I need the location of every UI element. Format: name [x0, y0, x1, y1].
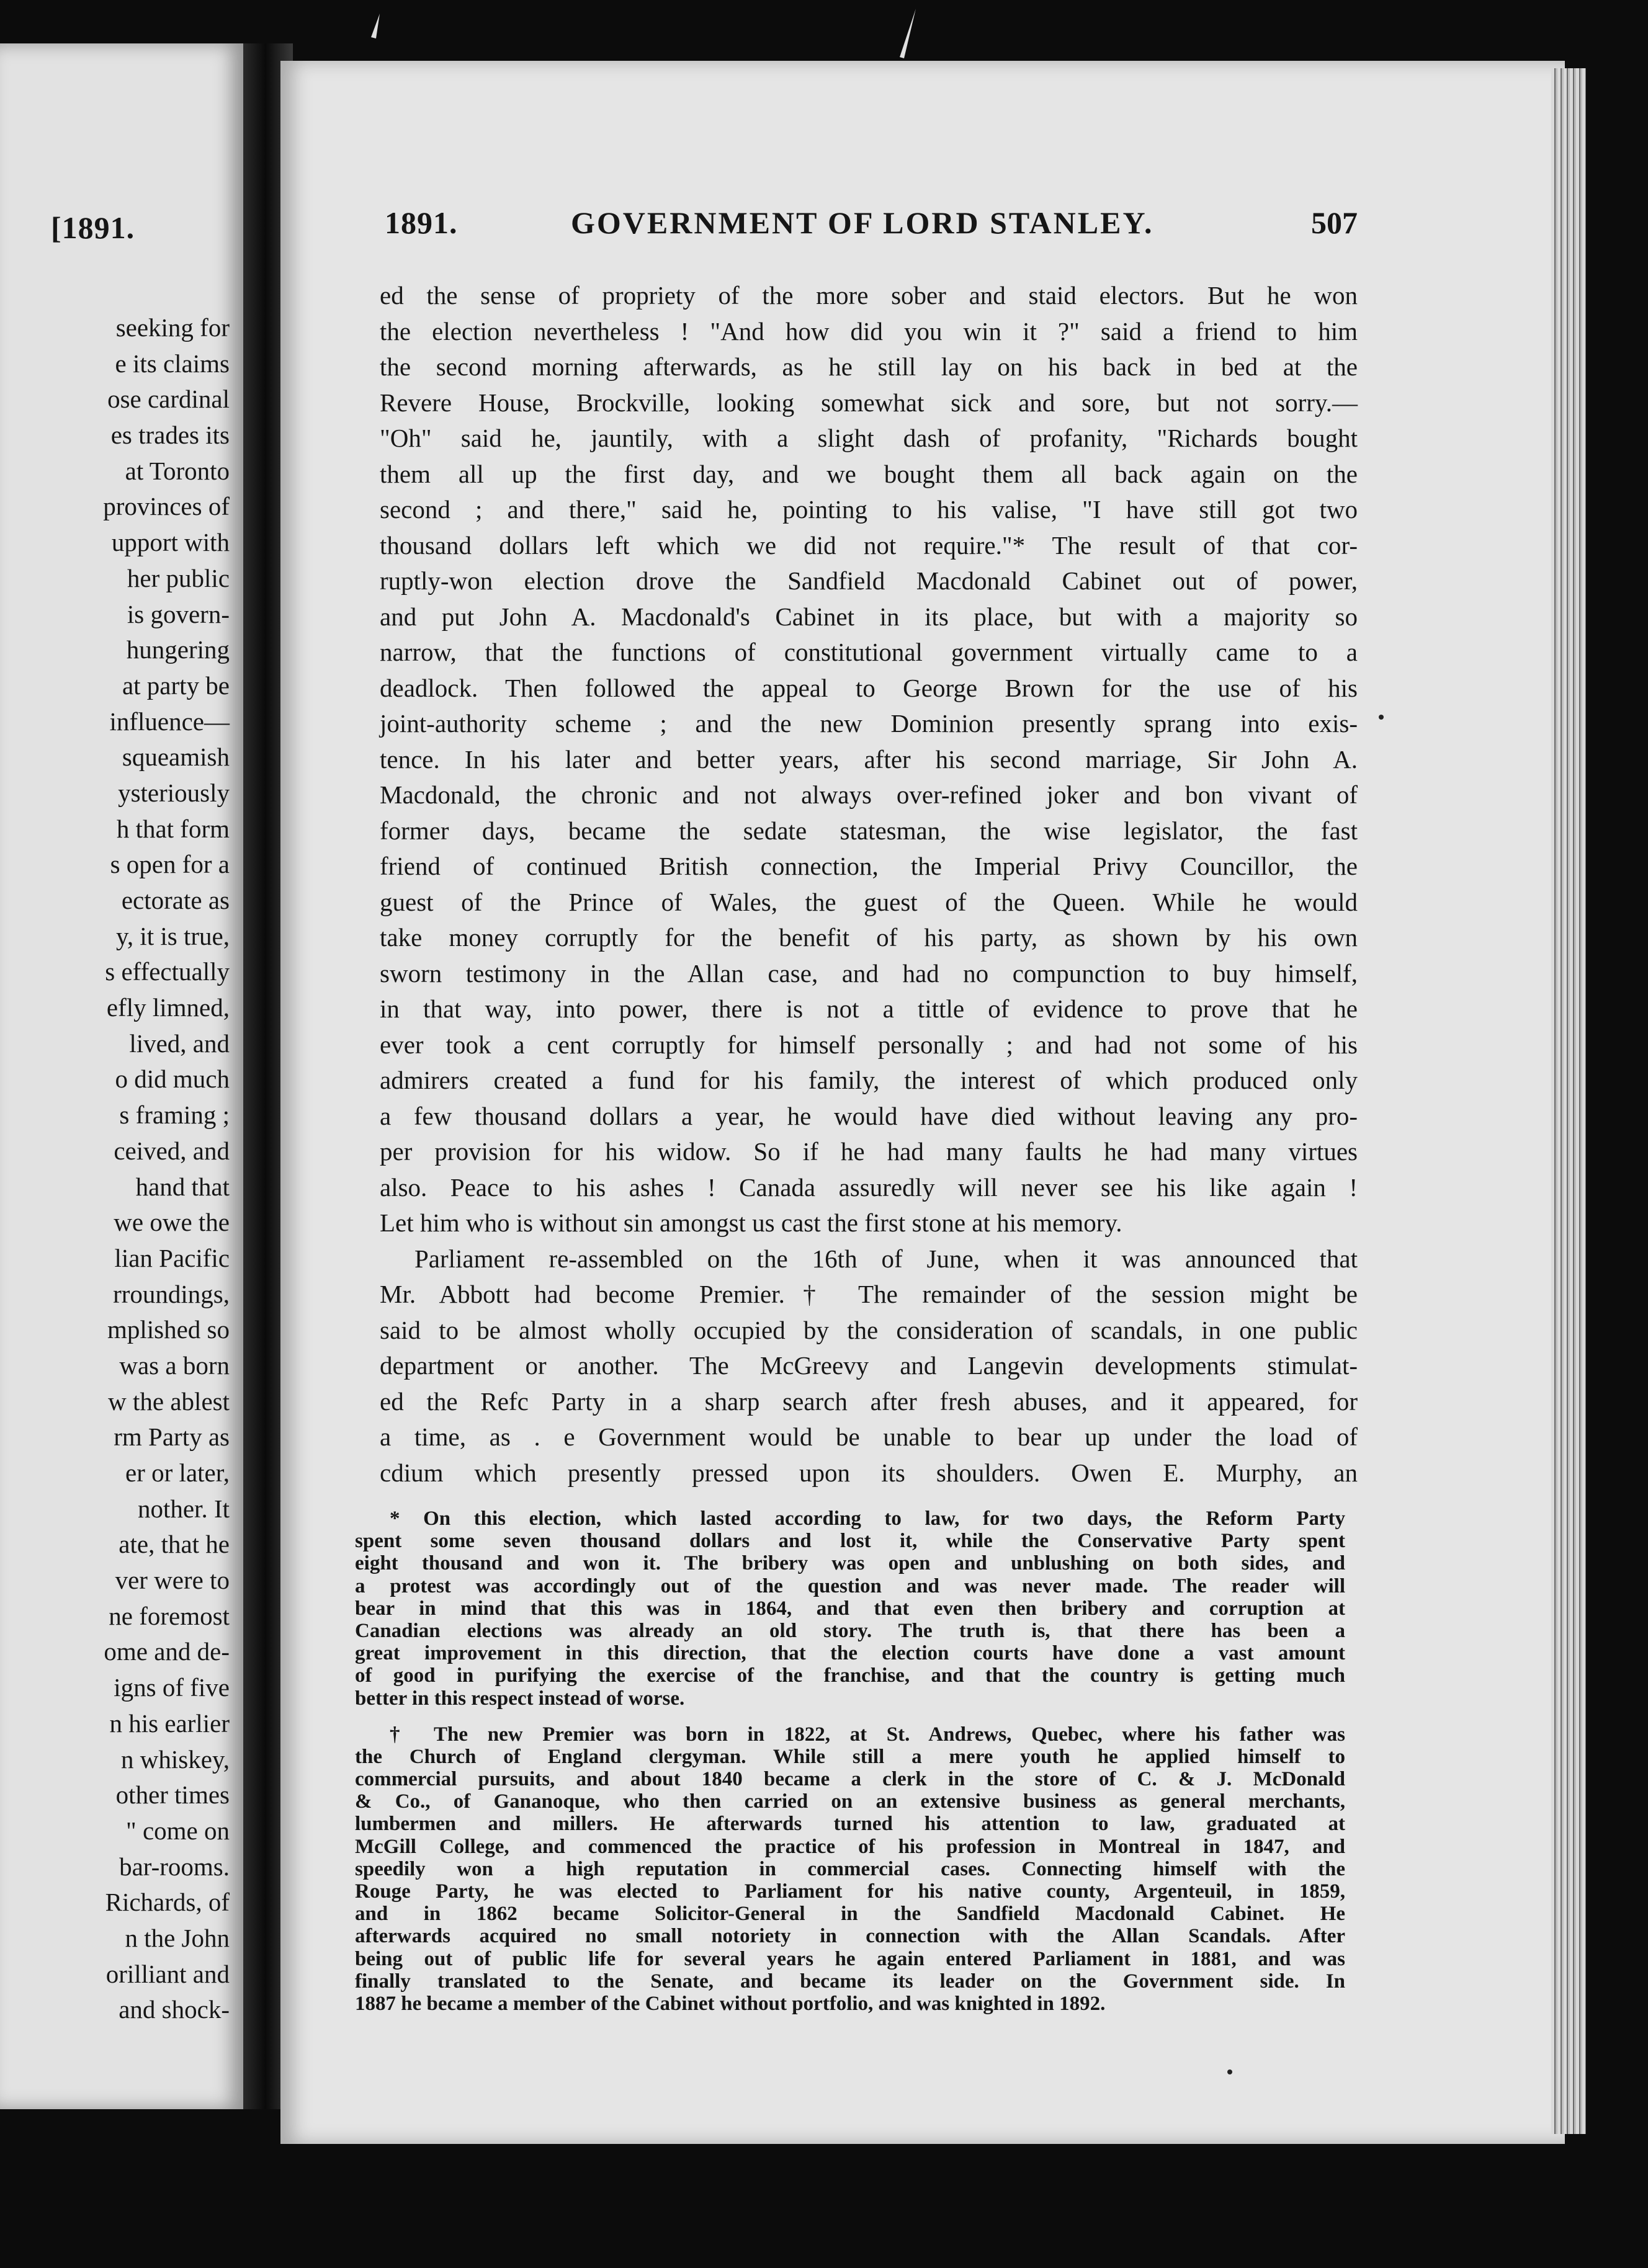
previous-page-line: es trades its: [110, 421, 230, 450]
previous-page-line: o did much: [115, 1065, 230, 1094]
footnote-line: & Co., of Gananoque, who then carried on an extensive business as general merchants,: [355, 1790, 1345, 1813]
previous-page-line: ysteriously: [118, 778, 230, 807]
text-line: sworn testimony in the Allan case, and had no compunction to buy himself,: [380, 958, 1358, 988]
previous-page-line: and shock-: [119, 1995, 230, 2024]
footnote-line: afterwards acquired no small notoriety in connection with the Allan Scandals. After: [355, 1925, 1345, 1948]
text-line: joint-authority scheme ; and the new Dominion presently sprang into exis-: [380, 709, 1358, 738]
body-text: [380, 278, 1358, 1491]
text-line: deadlock. Then followed the appeal to George Brown for the use of his: [380, 673, 1358, 702]
previous-page-line: h that form: [116, 814, 230, 843]
previous-page-line: influence—: [109, 707, 230, 736]
footnote-line: commercial pursuits, and about 1840 became a clerk in the store of C. & J. McDonald: [355, 1768, 1345, 1791]
previous-page-line: ne foremost: [109, 1601, 230, 1630]
previous-page-line: ectorate as: [121, 886, 230, 914]
previous-page-line: orilliant and: [105, 1959, 230, 1988]
text-line: Revere House, Brockville, looking somewhat sick and sore, but not sorry.—: [380, 388, 1358, 417]
previous-page-line: at Toronto: [125, 456, 230, 485]
previous-page-text: [0, 310, 230, 2028]
footnote-line: better in this respect instead of worse.: [355, 1687, 685, 1710]
previous-page-line: squeamish: [122, 743, 230, 772]
footnote-line: being out of public life for several years he again entered Parliament in 1881, and was: [355, 1947, 1345, 1970]
footnote-line: finally translated to the Senate, and became its leader on the Government side. In: [355, 1970, 1345, 1993]
text-line: Macdonald, the chronic and not always over-refined joker and bon vivant of: [380, 780, 1358, 809]
footnote-line: McGill College, and commenced the practice of his profession in Montreal in 1847, and: [355, 1835, 1345, 1858]
previous-page: [0, 43, 243, 2109]
text-line: said to be almost wholly occupied by the consideration of scandals, in one public: [380, 1315, 1358, 1344]
text-line: also. Peace to his ashes ! Canada assuredly will never see his like again !: [380, 1172, 1358, 1202]
previous-page-line: s open for a: [110, 850, 230, 879]
text-line: narrow, that the functions of constitutional government virtually came to a: [380, 638, 1358, 666]
previous-page-line: rroundings,: [113, 1279, 230, 1308]
text-line: admirers created a fund for his family, the interest of which produced only: [380, 1066, 1358, 1094]
footnote-line: the Church of England clergyman. While still a mere youth he applied himself to: [355, 1745, 1345, 1768]
footnote-1: [355, 1507, 1345, 1710]
text-line: department or another. The McGreevy and Langevin developments stimulat-: [380, 1351, 1358, 1380]
text-line: former days, became the sedate statesman, the wise legislator, the fast: [380, 816, 1358, 845]
previous-page-line: is govern-: [127, 599, 230, 628]
previous-page-line: hungering: [126, 635, 230, 664]
text-line: Mr. Abbott had become Premier.† The remainder of the session might be: [380, 1280, 1358, 1308]
text-line: second ; and there," said he, pointing to his valise, "I have still got two: [380, 495, 1358, 524]
footnote-line: spent some seven thousand dollars and lost it, while the Conservative Party spent: [355, 1530, 1345, 1553]
previous-page-line: at party be: [122, 671, 230, 700]
text-line: thousand dollars left which we did not require."* The result of that cor-: [380, 530, 1358, 560]
previous-page-line: n whiskey,: [121, 1744, 230, 1774]
paragraph-2: [380, 1241, 1358, 1491]
text-line: in that way, into power, there is not a tittle of evidence to prove that he: [380, 994, 1358, 1023]
text-line: the second morning afterwards, as he still lay on his back in bed at the: [380, 352, 1358, 381]
text-line: the election nevertheless ! "And how did you win it ?" said a friend to him: [380, 316, 1358, 346]
previous-page-line: was a born: [119, 1351, 230, 1380]
text-line: a few thousand dollars a year, he would have died without leaving any pro-: [380, 1101, 1358, 1130]
footnotes: [355, 1507, 1345, 2015]
text-line: "Oh" said he, jauntily, with a slight dash of profanity, "Richards bought: [380, 424, 1358, 452]
footnote-line: and in 1862 became Solicitor-General in the Sandfield Macdonald Cabinet. He: [355, 1903, 1345, 1926]
previous-page-header: [1891.: [51, 210, 135, 245]
previous-page-line: " come on: [125, 1816, 230, 1845]
footnote-line: of good in purifying the exercise of the franchise, and that the country is getting much: [355, 1664, 1345, 1687]
previous-page-line: s framing ;: [119, 1101, 230, 1130]
footnote-line: 1887 he became a member of the Cabinet without portfolio, and was knighted in 1892.: [355, 1992, 1106, 2015]
previous-page-line: ver were to: [115, 1566, 230, 1595]
previous-page-line: n the John: [125, 1923, 230, 1952]
text-line: and put John A. Macdonald's Cabinet in its place, but with a majority so: [380, 602, 1358, 631]
previous-page-line: y, it is true,: [116, 921, 230, 950]
text-line: take money corruptly for the benefit of his party, as shown by his own: [380, 923, 1358, 952]
footnote-line: great improvement in this direction, that the election courts have done a vast amount: [355, 1642, 1345, 1665]
previous-page-line: provinces of: [103, 492, 230, 521]
text-line: them all up the first day, and we bought them all back again on the: [380, 459, 1358, 488]
previous-page-line: upport with: [111, 528, 230, 557]
text-line: guest of the Prince of Wales, the guest of the Queen. While he would: [380, 887, 1358, 916]
text-line: Parliament re-assembled on the 16th of June, when it was announced that: [414, 1244, 1358, 1273]
previous-page-line: igns of five: [114, 1673, 230, 1702]
footnote-line: * On this election, which lasted according to law, for two days, the Reform Party: [390, 1507, 1345, 1530]
running-head: [385, 205, 1358, 248]
footnote-line: speedily won a high reputation in commercial cases. Connecting himself with the: [355, 1857, 1345, 1880]
previous-page-line: her public: [127, 563, 230, 592]
text-line: ed the sense of propriety of the more sober and staid electors. But he won: [380, 281, 1358, 310]
previous-page-line: ceived, and: [114, 1136, 230, 1165]
footnote-line: Canadian elections was already an old story. The truth is, that there has been a: [355, 1619, 1345, 1642]
previous-page-line: lian Pacific: [114, 1243, 230, 1272]
text-line: ruptly-won election drove the Sandfield Macdonald Cabinet out of power,: [380, 566, 1358, 595]
text-line: a time, as . e Government would be unable to bear up under the load of: [380, 1422, 1358, 1451]
previous-page-line: seeking for: [115, 313, 230, 342]
previous-page-line: s effectually: [105, 957, 230, 986]
previous-page-line: bar-rooms.: [119, 1852, 230, 1881]
previous-page-line: ome and de-: [104, 1637, 230, 1666]
footnote-line: bear in mind that this was in 1864, and that even then bribery and corruption at: [355, 1597, 1345, 1620]
text-line: cdium which presently pressed upon its shoulders. Owen E. Murphy, an: [380, 1458, 1358, 1487]
footnote-line: a protest was accordingly out of the question and was never made. The reader will: [355, 1574, 1345, 1597]
text-line: ever took a cent corruptly for himself personally ; and had not some of his: [380, 1030, 1358, 1059]
paragraph-1: [380, 278, 1358, 1241]
previous-page-line: ate, that he: [119, 1530, 230, 1559]
previous-page-line: hand that: [135, 1172, 230, 1201]
previous-page-line: er or later,: [125, 1458, 230, 1487]
text-line: Let him who is without sin amongst us cast the first stone at his memory.: [380, 1208, 1122, 1237]
previous-page-line: other times: [115, 1780, 230, 1810]
running-head-title: GOVERNMENT OF LORD STANLEY.: [571, 205, 1154, 240]
footnote-line: lumbermen and millers. He afterwards turned his attention to law, graduated at: [355, 1813, 1345, 1836]
previous-page-line: efly limned,: [106, 993, 230, 1022]
text-line: tence. In his later and better years, after his second marriage, Sir John A.: [380, 744, 1358, 774]
footnote-line: † The new Premier was born in 1822, at St. Andrews, Quebec, where his father was: [390, 1723, 1345, 1746]
page-number: 507: [1311, 205, 1358, 240]
previous-page-line: w the ablest: [108, 1386, 230, 1416]
text-line: per provision for his widow. So if he had many faults he had many virtues: [380, 1137, 1358, 1166]
running-head-year: 1891.: [385, 205, 458, 240]
previous-page-line: ose cardinal: [107, 385, 230, 414]
previous-page-line: n his earlier: [109, 1708, 230, 1738]
previous-page-line: rm Party as: [114, 1422, 230, 1452]
previous-page-line: e its claims: [115, 349, 230, 378]
previous-page-line: Richards, of: [105, 1888, 230, 1917]
text-line: ed the Refc Party in a sharp search after fresh abuses, and it appeared, for: [380, 1386, 1358, 1416]
previous-page-line: nother. It: [137, 1494, 230, 1523]
footnote-line: Rouge Party, he was elected to Parliament for his native county, Argenteuil, in 1859,: [355, 1880, 1345, 1903]
previous-page-line: mplished so: [107, 1315, 230, 1344]
previous-page-line: we owe the: [114, 1208, 230, 1237]
previous-page-line: lived, and: [129, 1029, 230, 1058]
page-edge: [1551, 68, 1586, 2134]
text-line: friend of continued British connection, the Imperial Privy Councillor, the: [380, 852, 1358, 880]
footnote-2: [355, 1723, 1345, 2015]
footnote-line: eight thousand and won it. The bribery was open and unblushing on both sides, and: [355, 1552, 1345, 1575]
